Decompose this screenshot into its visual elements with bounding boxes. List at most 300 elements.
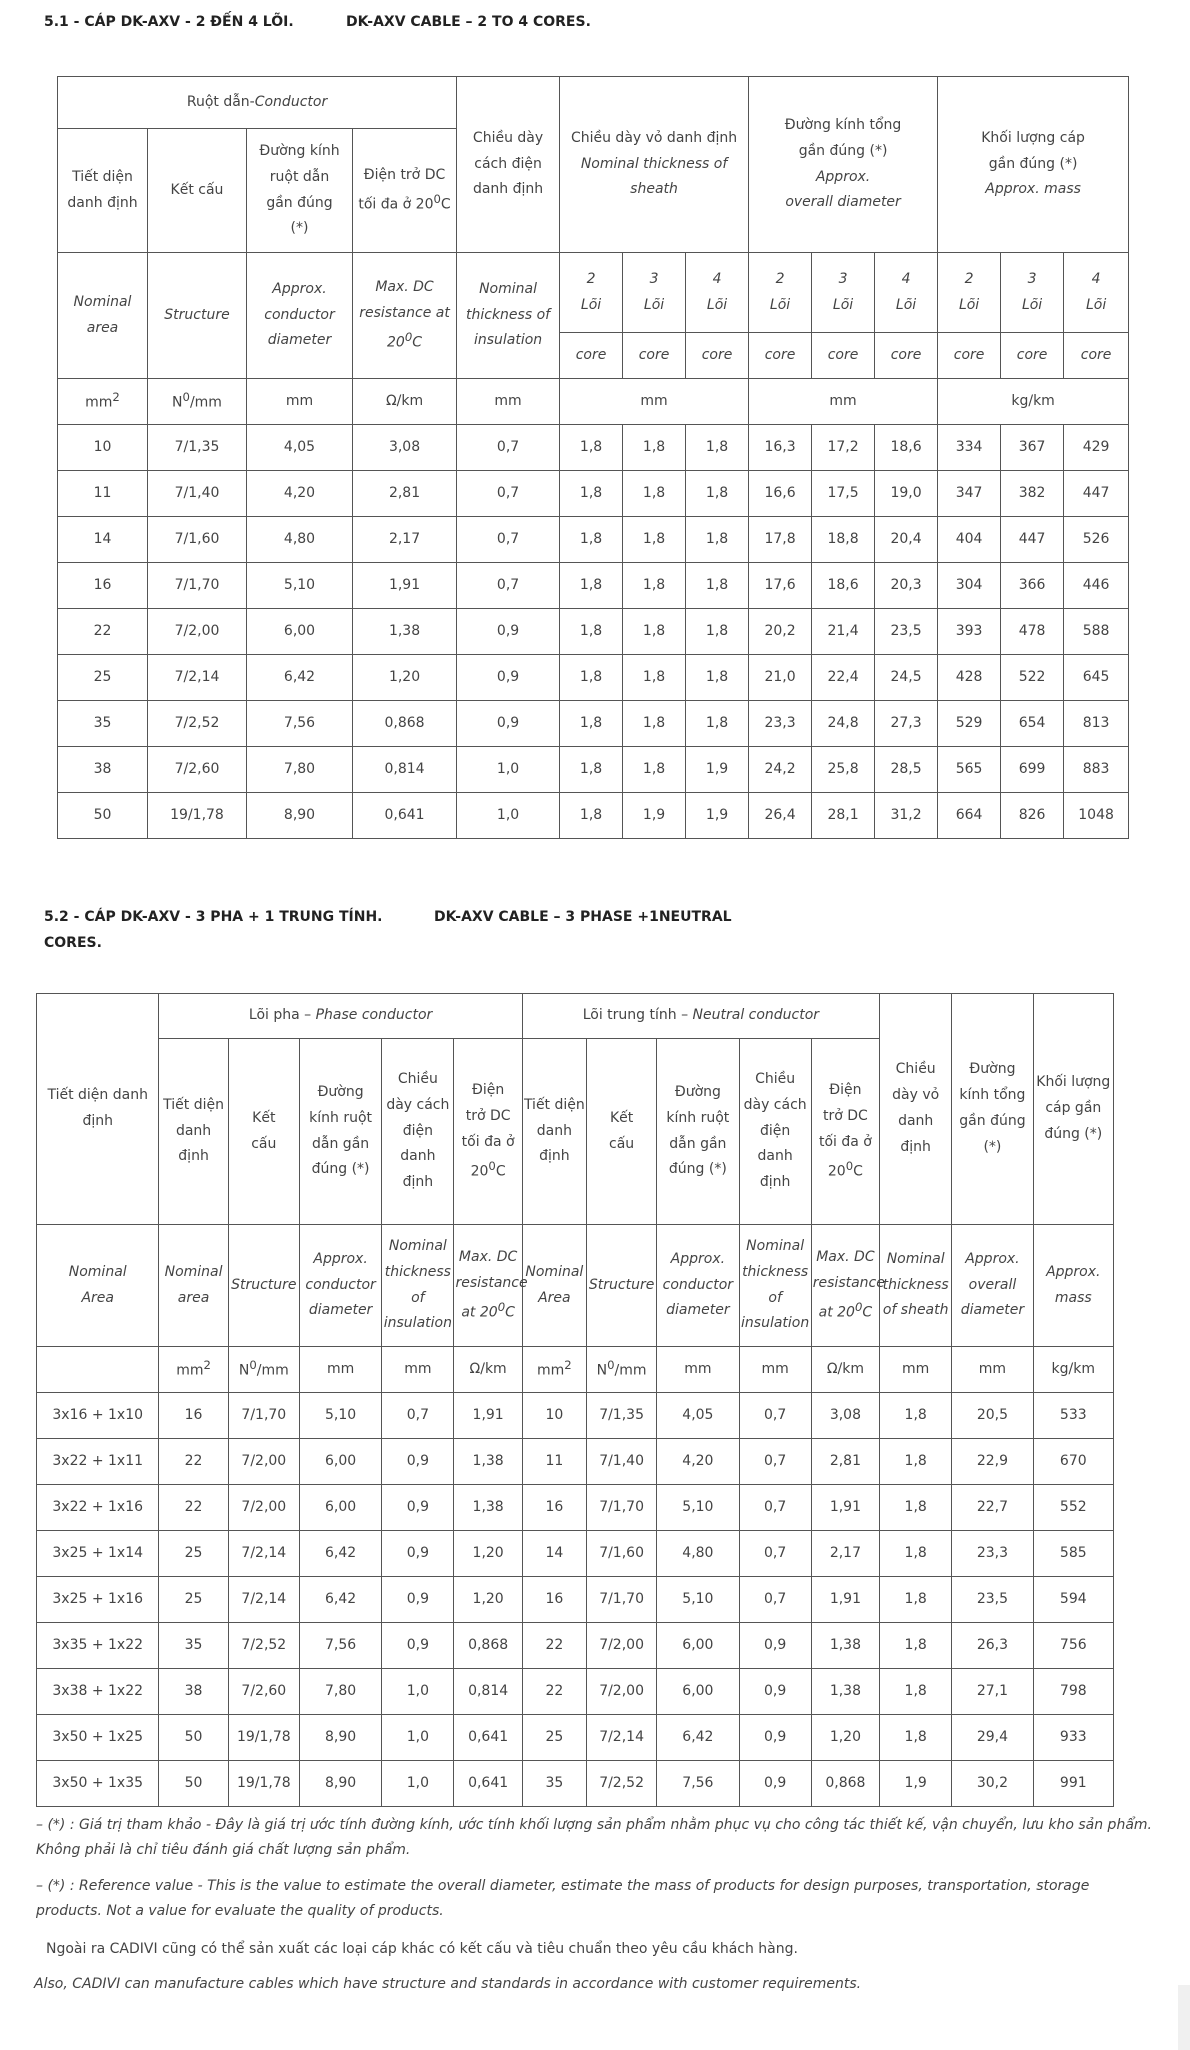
phase-resistance-vi: Điện trở DC tối đa ở $20^0C$ xyxy=(454,1039,522,1225)
table-cell: 1,8 xyxy=(623,425,686,471)
table-cell: 1,8 xyxy=(880,1623,952,1669)
table-cell: 7/1,70 xyxy=(228,1393,299,1439)
table-cell: 0,9 xyxy=(382,1577,454,1623)
core-label: core xyxy=(623,333,686,379)
table-cell: 11 xyxy=(522,1439,586,1485)
table-cell: 3x22 + 1x16 xyxy=(37,1485,159,1531)
table-cell: 1,8 xyxy=(880,1669,952,1715)
table-cell: 27,1 xyxy=(952,1669,1033,1715)
table-cell: 670 xyxy=(1033,1439,1113,1485)
table-cell: 1,0 xyxy=(382,1715,454,1761)
table-3-phase-1-neutral xyxy=(36,993,1114,1807)
table-cell: 7/1,35 xyxy=(586,1393,656,1439)
note-reference-en: – (*) : Reference value - This is the value to estimate the overall diameter, estimate the mass of products for design purposes, transportation, storage products. Not a value for evaluate the quality of products. xyxy=(36,1878,1090,1919)
table-cell: 0,7 xyxy=(457,471,560,517)
table-cell: 0,9 xyxy=(457,701,560,747)
table-cell: 22 xyxy=(58,609,148,655)
sheath-2-core: 2 Lõi xyxy=(560,253,623,333)
mass-2-core: 2 Lõi xyxy=(938,253,1001,333)
t2-unit-empty xyxy=(37,1347,159,1393)
table-row xyxy=(58,747,1129,793)
table-cell: 1,8 xyxy=(686,471,749,517)
table-cell: 2,17 xyxy=(811,1531,879,1577)
table-cell: 21,4 xyxy=(812,609,875,655)
table-cell: 6,42 xyxy=(299,1531,381,1577)
table-cell: 7/2,60 xyxy=(148,747,247,793)
table-cell: 1,8 xyxy=(880,1393,952,1439)
cond-diameter-header-en: Approx. conductor diameter xyxy=(247,253,353,379)
table-cell: 7/1,70 xyxy=(148,563,247,609)
table-cell: 25 xyxy=(159,1531,228,1577)
neutral-structure-en: Structure xyxy=(586,1225,656,1347)
table-cell: 529 xyxy=(938,701,1001,747)
t2-unit-area: $mm^2$ xyxy=(522,1347,586,1393)
resistance-header-vi: Điện trở DC tối đa ở $20^0C$ xyxy=(353,129,457,253)
table-cell: 25 xyxy=(522,1715,586,1761)
section1-heading-en: DK-AXV CABLE – 2 TO 4 CORES. xyxy=(346,14,591,30)
table-cell: 25 xyxy=(58,655,148,701)
table-cell: 1,9 xyxy=(880,1761,952,1807)
t2-sheath-header-vi: Chiều dày vỏ danh định xyxy=(880,994,952,1225)
table-cell: 7/1,60 xyxy=(586,1531,656,1577)
table-cell: 22,4 xyxy=(812,655,875,701)
phase-diameter-vi: Đường kính ruột dẫn gần đúng (*) xyxy=(299,1039,381,1225)
t2-unit-sheath: mm xyxy=(880,1347,952,1393)
table-cell: 17,6 xyxy=(749,563,812,609)
table-cell: 16,6 xyxy=(749,471,812,517)
table-cell: 6,00 xyxy=(299,1485,381,1531)
table-cell: 19/1,78 xyxy=(228,1715,299,1761)
t2-unit-resistance: Ω/km xyxy=(811,1347,879,1393)
table-cell: 26,3 xyxy=(952,1623,1033,1669)
table-cell: 933 xyxy=(1033,1715,1113,1761)
table-cell: 3x38 + 1x22 xyxy=(37,1669,159,1715)
sheath-header: Chiều dày vỏ danh định Nominal thickness of sheath xyxy=(560,77,749,253)
neutral-diameter-vi: Đường kính ruột dẫn gần đúng (*) xyxy=(657,1039,739,1225)
conductor-group-header: Ruột dẫn-Conductor xyxy=(58,77,457,129)
table-cell: 1,8 xyxy=(880,1531,952,1577)
table-cell: 19,0 xyxy=(875,471,938,517)
t2-unit-insulation: mm xyxy=(739,1347,811,1393)
table-cell: 883 xyxy=(1064,747,1129,793)
table-row xyxy=(58,655,1129,701)
table-cell: 1,20 xyxy=(811,1715,879,1761)
table-cell: 1,38 xyxy=(454,1439,522,1485)
table-cell: 813 xyxy=(1064,701,1129,747)
table-cell: 14 xyxy=(522,1531,586,1577)
table-cell: 1,8 xyxy=(560,747,623,793)
table-cell: 5,10 xyxy=(657,1485,739,1531)
table-cell: 30,2 xyxy=(952,1761,1033,1807)
table-cell: 1,8 xyxy=(623,517,686,563)
table-cell: 447 xyxy=(1064,471,1129,517)
table-cell: 11 xyxy=(58,471,148,517)
table-cell: 0,9 xyxy=(739,1669,811,1715)
core-label: core xyxy=(938,333,1001,379)
table-cell: 17,2 xyxy=(812,425,875,471)
table-cell: 5,10 xyxy=(657,1577,739,1623)
table-cell: 3x16 + 1x10 xyxy=(37,1393,159,1439)
t2-unit-diameter: mm xyxy=(657,1347,739,1393)
neutral-resistance-en: Max. DC resistance at $20^0C$ xyxy=(811,1225,879,1347)
diameter-4-core: 4 Lõi xyxy=(875,253,938,333)
table-cell: 5,10 xyxy=(299,1393,381,1439)
table-cell: 991 xyxy=(1033,1761,1113,1807)
t2-unit-overall: mm xyxy=(952,1347,1033,1393)
table-cell: 0,9 xyxy=(382,1439,454,1485)
table-cell: 1,8 xyxy=(560,701,623,747)
table-cell: 1,0 xyxy=(457,793,560,839)
table-cell: 1,8 xyxy=(560,655,623,701)
table-cell: 4,20 xyxy=(657,1439,739,1485)
table-cell: 367 xyxy=(1001,425,1064,471)
table-cell: 1,8 xyxy=(686,655,749,701)
table-cell: 446 xyxy=(1064,563,1129,609)
table-cell: 7/2,14 xyxy=(586,1715,656,1761)
table-row xyxy=(37,1439,1114,1485)
core-label: core xyxy=(1064,333,1129,379)
table-cell: 7/2,00 xyxy=(228,1485,299,1531)
table-cell: 50 xyxy=(159,1715,228,1761)
table-cell: 1,8 xyxy=(560,425,623,471)
table-cell: 18,6 xyxy=(875,425,938,471)
table-cell: 1,8 xyxy=(686,563,749,609)
table-cell: 1,8 xyxy=(623,609,686,655)
table-cell: 0,9 xyxy=(382,1531,454,1577)
table-cell: 0,7 xyxy=(457,563,560,609)
unit-diameter: mm xyxy=(247,379,353,425)
table-cell: 594 xyxy=(1033,1577,1113,1623)
table-cell: 7/2,00 xyxy=(586,1669,656,1715)
table-cell: 1,38 xyxy=(454,1485,522,1531)
table-cell: 3x50 + 1x25 xyxy=(37,1715,159,1761)
table-cell: 26,4 xyxy=(749,793,812,839)
table-cell: 1,8 xyxy=(880,1439,952,1485)
t2-unit-resistance: Ω/km xyxy=(454,1347,522,1393)
table-cell: 27,3 xyxy=(875,701,938,747)
table-cell: 8,90 xyxy=(247,793,353,839)
table-cell: 1048 xyxy=(1064,793,1129,839)
table-cell: 7/2,60 xyxy=(228,1669,299,1715)
neutral-resistance-vi: Điện trở DC tối đa ở $20^0C$ xyxy=(811,1039,879,1225)
table-cell: 645 xyxy=(1064,655,1129,701)
mass-3-core: 3 Lõi xyxy=(1001,253,1064,333)
table-row xyxy=(37,1715,1114,1761)
t2-mass-header-vi: Khối lượng cáp gần đúng (*) xyxy=(1033,994,1113,1225)
table-cell: 4,80 xyxy=(247,517,353,563)
table-cell: 28,5 xyxy=(875,747,938,793)
phase-area-en: Nominal area xyxy=(159,1225,228,1347)
table-cell: 2,17 xyxy=(353,517,457,563)
table-cell: 1,8 xyxy=(623,563,686,609)
table-cell: 7/2,00 xyxy=(586,1623,656,1669)
table-cell: 0,9 xyxy=(739,1623,811,1669)
table-cell: 1,8 xyxy=(623,471,686,517)
t2-unit-insulation: mm xyxy=(382,1347,454,1393)
table-cell: 22 xyxy=(522,1669,586,1715)
table-row xyxy=(37,1577,1114,1623)
table-cell: 23,5 xyxy=(875,609,938,655)
table-cell: 2,81 xyxy=(811,1439,879,1485)
table-cell: 22 xyxy=(522,1623,586,1669)
table-cell: 7/1,40 xyxy=(586,1439,656,1485)
table1-body xyxy=(58,425,1129,839)
table-row xyxy=(37,1393,1114,1439)
table-cell: 3x25 + 1x14 xyxy=(37,1531,159,1577)
table-cell: 1,8 xyxy=(623,747,686,793)
table-cell: 3,08 xyxy=(353,425,457,471)
table-cell: 654 xyxy=(1001,701,1064,747)
note-reference-vi: – (*) : Giá trị tham khảo - Đây là giá trị ước tính đường kính, ước tính khối lượng sản phẩm nhằm phục vụ cho công tác thiết kế, vận chuyển, lưu kho sản phẩm. Không phải là chỉ tiêu đánh giá chất lượng sản phẩm. xyxy=(36,1817,1152,1858)
table-cell: 526 xyxy=(1064,517,1129,563)
table-cell: 0,641 xyxy=(353,793,457,839)
table-cell: 7,56 xyxy=(299,1623,381,1669)
table-cell: 552 xyxy=(1033,1485,1113,1531)
phase-insulation-vi: Chiều dày cách điện danh định xyxy=(382,1039,454,1225)
table-cell: 10 xyxy=(522,1393,586,1439)
table-cell: 35 xyxy=(522,1761,586,1807)
t2-unit-structure: $N^0/mm$ xyxy=(228,1347,299,1393)
table-cell: 19/1,78 xyxy=(148,793,247,839)
table-cell: 664 xyxy=(938,793,1001,839)
table-cell: 18,6 xyxy=(812,563,875,609)
table-cell: 6,42 xyxy=(247,655,353,701)
table-cell: 1,8 xyxy=(560,471,623,517)
neutral-structure-vi: Kết cấu xyxy=(586,1039,656,1225)
table-cell: 18,8 xyxy=(812,517,875,563)
table-cell: 522 xyxy=(1001,655,1064,701)
table-cell: 1,8 xyxy=(623,655,686,701)
table-cell: 24,5 xyxy=(875,655,938,701)
table-cell: 0,7 xyxy=(739,1439,811,1485)
table-row xyxy=(58,563,1129,609)
table-cell: 6,00 xyxy=(657,1623,739,1669)
table-cell: 1,91 xyxy=(811,1485,879,1531)
table-cell: 334 xyxy=(938,425,1001,471)
core-label: core xyxy=(749,333,812,379)
table-cell: 25,8 xyxy=(812,747,875,793)
table-row xyxy=(58,793,1129,839)
sheath-3-core: 3 Lõi xyxy=(623,253,686,333)
table-cell: 1,9 xyxy=(686,747,749,793)
table-cell: 3x22 + 1x11 xyxy=(37,1439,159,1485)
t2-area-header-en: Nominal Area xyxy=(37,1225,159,1347)
table-cell: 428 xyxy=(938,655,1001,701)
table-cell: 0,868 xyxy=(811,1761,879,1807)
table-cell: 1,91 xyxy=(454,1393,522,1439)
table-cell: 22 xyxy=(159,1485,228,1531)
neutral-area-en: Nominal Area xyxy=(522,1225,586,1347)
table-cell: 7/2,52 xyxy=(228,1623,299,1669)
phase-structure-vi: Kết cấu xyxy=(228,1039,299,1225)
table-cell: 1,20 xyxy=(454,1577,522,1623)
note-cadivi-en: Also, CADIVI can manufacture cables which have structure and standards in accordance with customer requirements. xyxy=(34,1976,862,1992)
table-cell: 4,05 xyxy=(247,425,353,471)
table-cell: 35 xyxy=(58,701,148,747)
table-cell: 0,7 xyxy=(457,517,560,563)
phase-structure-en: Structure xyxy=(228,1225,299,1347)
table-cell: 7/1,70 xyxy=(586,1485,656,1531)
table-cell: 6,00 xyxy=(657,1669,739,1715)
table-cell: 1,91 xyxy=(353,563,457,609)
table-cell: 7/2,52 xyxy=(148,701,247,747)
table-cell: 0,9 xyxy=(382,1623,454,1669)
table-cell: 585 xyxy=(1033,1531,1113,1577)
table-cell: 3x50 + 1x35 xyxy=(37,1761,159,1807)
unit-structure: $N^0/mm$ xyxy=(148,379,247,425)
neutral-insulation-en: Nominal thickness of insulation xyxy=(739,1225,811,1347)
table-cell: 1,8 xyxy=(686,609,749,655)
table-cell: 1,91 xyxy=(811,1577,879,1623)
phase-resistance-en: Max. DC resistance at $20^0C$ xyxy=(454,1225,522,1347)
table-cell: 0,9 xyxy=(457,655,560,701)
table-cell: 17,5 xyxy=(812,471,875,517)
table-cell: 5,10 xyxy=(247,563,353,609)
scrollbar[interactable] xyxy=(1178,1985,1190,2050)
table-cell: 478 xyxy=(1001,609,1064,655)
table-row xyxy=(58,609,1129,655)
table-cell: 38 xyxy=(159,1669,228,1715)
table-cell: 1,38 xyxy=(811,1669,879,1715)
table-cell: 24,8 xyxy=(812,701,875,747)
t2-overall-header-vi: Đường kính tổng gần đúng (*) xyxy=(952,994,1033,1225)
table-cell: 7,80 xyxy=(299,1669,381,1715)
table-cell: 23,5 xyxy=(952,1577,1033,1623)
table-cell: 404 xyxy=(938,517,1001,563)
core-label: core xyxy=(560,333,623,379)
table-cell: 7,56 xyxy=(657,1761,739,1807)
table-cell: 304 xyxy=(938,563,1001,609)
phase-area-vi: Tiết diện danh định xyxy=(159,1039,228,1225)
table-row xyxy=(58,425,1129,471)
table-cell: 20,3 xyxy=(875,563,938,609)
phase-insulation-en: Nominal thickness of insulation xyxy=(382,1225,454,1347)
table-cell: 382 xyxy=(1001,471,1064,517)
unit-insulation: mm xyxy=(457,379,560,425)
mass-4-core: 4 Lõi xyxy=(1064,253,1129,333)
table-cell: 19/1,78 xyxy=(228,1761,299,1807)
table-cell: 6,00 xyxy=(247,609,353,655)
table-cell: 565 xyxy=(938,747,1001,793)
table-cell: 7/2,00 xyxy=(228,1439,299,1485)
table-cell: 7/1,35 xyxy=(148,425,247,471)
table-cell: 0,7 xyxy=(382,1393,454,1439)
table-cell: 1,38 xyxy=(811,1623,879,1669)
sheath-4-core: 4 Lõi xyxy=(686,253,749,333)
table-cell: 7,80 xyxy=(247,747,353,793)
area-header-vi: Tiết diện danh định xyxy=(58,129,148,253)
table-cell: 1,38 xyxy=(353,609,457,655)
insulation-header-en: Nominal thickness of insulation xyxy=(457,253,560,379)
table-cell: 0,9 xyxy=(739,1715,811,1761)
phase-diameter-en: Approx. conductor diameter xyxy=(299,1225,381,1347)
table-cell: 1,8 xyxy=(686,517,749,563)
table-cell: 29,4 xyxy=(952,1715,1033,1761)
table-cell: 0,641 xyxy=(454,1761,522,1807)
resistance-header-en: Max. DC resistance at $20^0C$ xyxy=(353,253,457,379)
table-cell: 16 xyxy=(522,1485,586,1531)
phase-conductor-header: Lõi pha – Phase conductor xyxy=(159,994,522,1039)
table-row xyxy=(58,517,1129,563)
table-cell: 28,1 xyxy=(812,793,875,839)
t2-overall-header-en: Approx. overall diameter xyxy=(952,1225,1033,1347)
table-cell: 6,42 xyxy=(657,1715,739,1761)
unit-area: $mm^2$ xyxy=(58,379,148,425)
table-cell: 0,641 xyxy=(454,1715,522,1761)
table-cell: 699 xyxy=(1001,747,1064,793)
table-cell: 1,20 xyxy=(353,655,457,701)
table-2-to-4-cores xyxy=(57,76,1129,839)
table-cell: 447 xyxy=(1001,517,1064,563)
table2-body xyxy=(37,1393,1114,1807)
table-cell: 16 xyxy=(159,1393,228,1439)
table-cell: 4,05 xyxy=(657,1393,739,1439)
core-label: core xyxy=(812,333,875,379)
neutral-insulation-vi: Chiều dày cách điện danh định xyxy=(739,1039,811,1225)
table-cell: 1,20 xyxy=(454,1531,522,1577)
table-cell: 0,7 xyxy=(739,1393,811,1439)
table-cell: 0,7 xyxy=(739,1577,811,1623)
diameter-2-core: 2 Lõi xyxy=(749,253,812,333)
table-cell: 1,8 xyxy=(560,609,623,655)
overall-diameter-header: Đường kính tổng gần đúng (*) Approx. overall diameter xyxy=(749,77,938,253)
table-cell: 2,81 xyxy=(353,471,457,517)
table-cell: 0,7 xyxy=(457,425,560,471)
table-cell: 1,0 xyxy=(382,1761,454,1807)
table-cell: 0,814 xyxy=(454,1669,522,1715)
core-label: core xyxy=(686,333,749,379)
table-cell: 1,8 xyxy=(880,1715,952,1761)
table-row xyxy=(58,701,1129,747)
t2-unit-diameter: mm xyxy=(299,1347,381,1393)
table-row xyxy=(37,1531,1114,1577)
table-cell: 3x35 + 1x22 xyxy=(37,1623,159,1669)
table-cell: 8,90 xyxy=(299,1715,381,1761)
t2-unit-mass: kg/km xyxy=(1033,1347,1113,1393)
table-cell: 16 xyxy=(58,563,148,609)
table-cell: 22 xyxy=(159,1439,228,1485)
table-cell: 1,8 xyxy=(560,563,623,609)
table-cell: 6,00 xyxy=(299,1439,381,1485)
table-cell: 1,0 xyxy=(382,1669,454,1715)
t2-mass-header-en: Approx. mass xyxy=(1033,1225,1113,1347)
table-cell: 756 xyxy=(1033,1623,1113,1669)
insulation-header-vi: Chiều dày cách điện danh định xyxy=(457,77,560,253)
table-row xyxy=(37,1623,1114,1669)
table-cell: 0,9 xyxy=(457,609,560,655)
table-cell: 0,7 xyxy=(739,1485,811,1531)
table-cell: 0,9 xyxy=(739,1761,811,1807)
table-cell: 0,868 xyxy=(353,701,457,747)
table-cell: 3x25 + 1x16 xyxy=(37,1577,159,1623)
section2-heading-en: DK-AXV CABLE – 3 PHASE +1NEUTRAL xyxy=(434,909,732,925)
table-cell: 1,8 xyxy=(560,517,623,563)
table-row xyxy=(37,1485,1114,1531)
table-cell: 0,814 xyxy=(353,747,457,793)
structure-header-vi: Kết cấu xyxy=(148,129,247,253)
table-cell: 0,9 xyxy=(382,1485,454,1531)
t2-unit-structure: $N^0/mm$ xyxy=(586,1347,656,1393)
area-header-en: Nominal area xyxy=(58,253,148,379)
unit-mass: kg/km xyxy=(938,379,1129,425)
table-cell: 16,3 xyxy=(749,425,812,471)
table-cell: 7,56 xyxy=(247,701,353,747)
table-cell: 50 xyxy=(58,793,148,839)
table-cell: 8,90 xyxy=(299,1761,381,1807)
table-cell: 1,9 xyxy=(686,793,749,839)
table-cell: 14 xyxy=(58,517,148,563)
table-cell: 1,8 xyxy=(880,1577,952,1623)
